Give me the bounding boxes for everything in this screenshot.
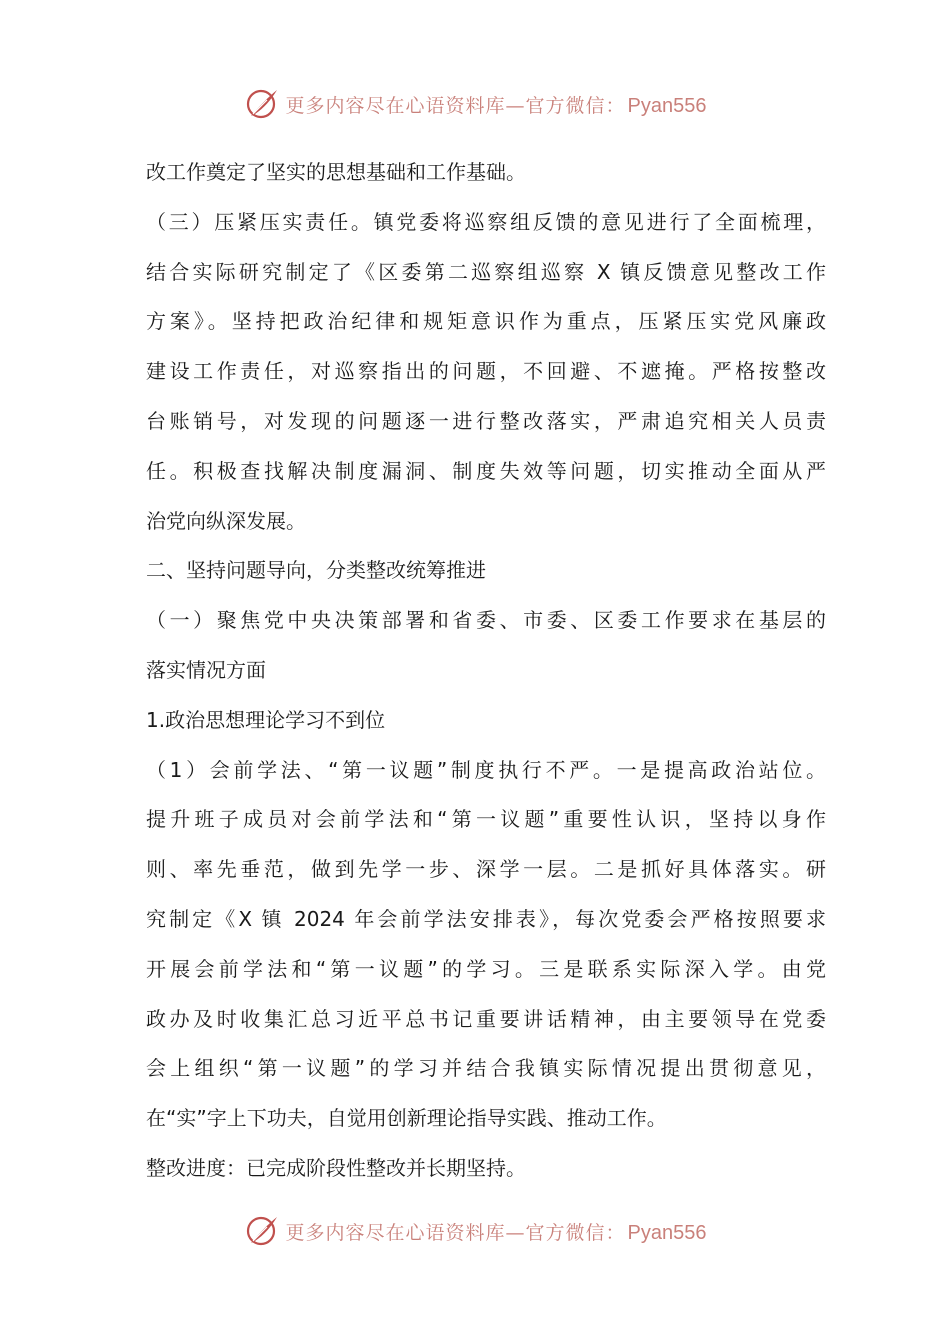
- body-line: 台账销号，对发现的问题逐一进行整改落实，严肃追究相关人员责: [146, 408, 826, 433]
- body-line: 究制定《X 镇 2024 年会前学法安排表》，每次党委会严格按照要求: [146, 906, 826, 931]
- body-line: 治党向纵深发展。: [146, 508, 306, 533]
- body-line: （三）压紧压实责任。镇党委将巡察组反馈的意见进行了全面梳理，: [146, 209, 826, 234]
- body-line: 建设工作责任，对巡察指出的问题，不回避、不遮掩。严格按整改: [146, 359, 826, 384]
- quill-logo-icon: [244, 1213, 280, 1249]
- body-line: 任。积极查找解决制度漏洞、制度失效等问题，切实推动全面从严: [146, 458, 826, 483]
- watermark-text-bottom: 更多内容尽在心语资料库—官方微信： Pyan556: [285, 1221, 707, 1244]
- body-line: 提升班子成员对会前学法和“第一议题”重要性认识，坚持以身作: [146, 807, 826, 832]
- body-line: 改工作奠定了坚实的思想基础和工作基础。: [146, 160, 526, 184]
- watermark-banner-top: [0, 84, 950, 124]
- body-line: （1）会前学法、“第一议题”制度执行不严。一是提高政治站位。: [146, 757, 826, 782]
- body-line: 会上组织“第一议题”的学习并结合我镇实际情况提出贯彻意见，: [146, 1056, 826, 1081]
- body-line: 结合实际研究制定了《区委第二巡察组巡察 X 镇反馈意见整改工作: [146, 259, 826, 284]
- document-body: [146, 148, 826, 1194]
- body-line: 政办及时收集汇总习近平总书记重要讲话精神，由主要领导在党委: [146, 1006, 826, 1031]
- body-line: 在“实”字上下功夫，自觉用创新理论指导实践、推动工作。: [146, 1106, 667, 1131]
- body-line: 开展会前学法和“第一议题”的学习。三是联系实际深入学。由党: [146, 956, 826, 981]
- body-line: 整改进度：已完成阶段性整改并长期坚持。: [146, 1155, 526, 1180]
- body-line: 二、坚持问题导向，分类整改统筹推进: [146, 558, 486, 583]
- body-line: 则、率先垂范，做到先学一步、深学一层。二是抓好具体落实。研: [146, 857, 826, 882]
- body-line: 1.政治思想理论学习不到位: [146, 707, 386, 732]
- body-line: （一）聚焦党中央决策部署和省委、市委、区委工作要求在基层的: [146, 608, 826, 633]
- watermark-text-top: 更多内容尽在心语资料库—官方微信： Pyan556: [285, 94, 707, 117]
- body-line: 落实情况方面: [146, 657, 266, 682]
- watermark-banner-bottom: [0, 1211, 950, 1251]
- quill-logo-icon: [244, 86, 280, 122]
- body-line: 方案》。坚持把政治纪律和规矩意识作为重点，压紧压实党风廉政: [146, 309, 826, 334]
